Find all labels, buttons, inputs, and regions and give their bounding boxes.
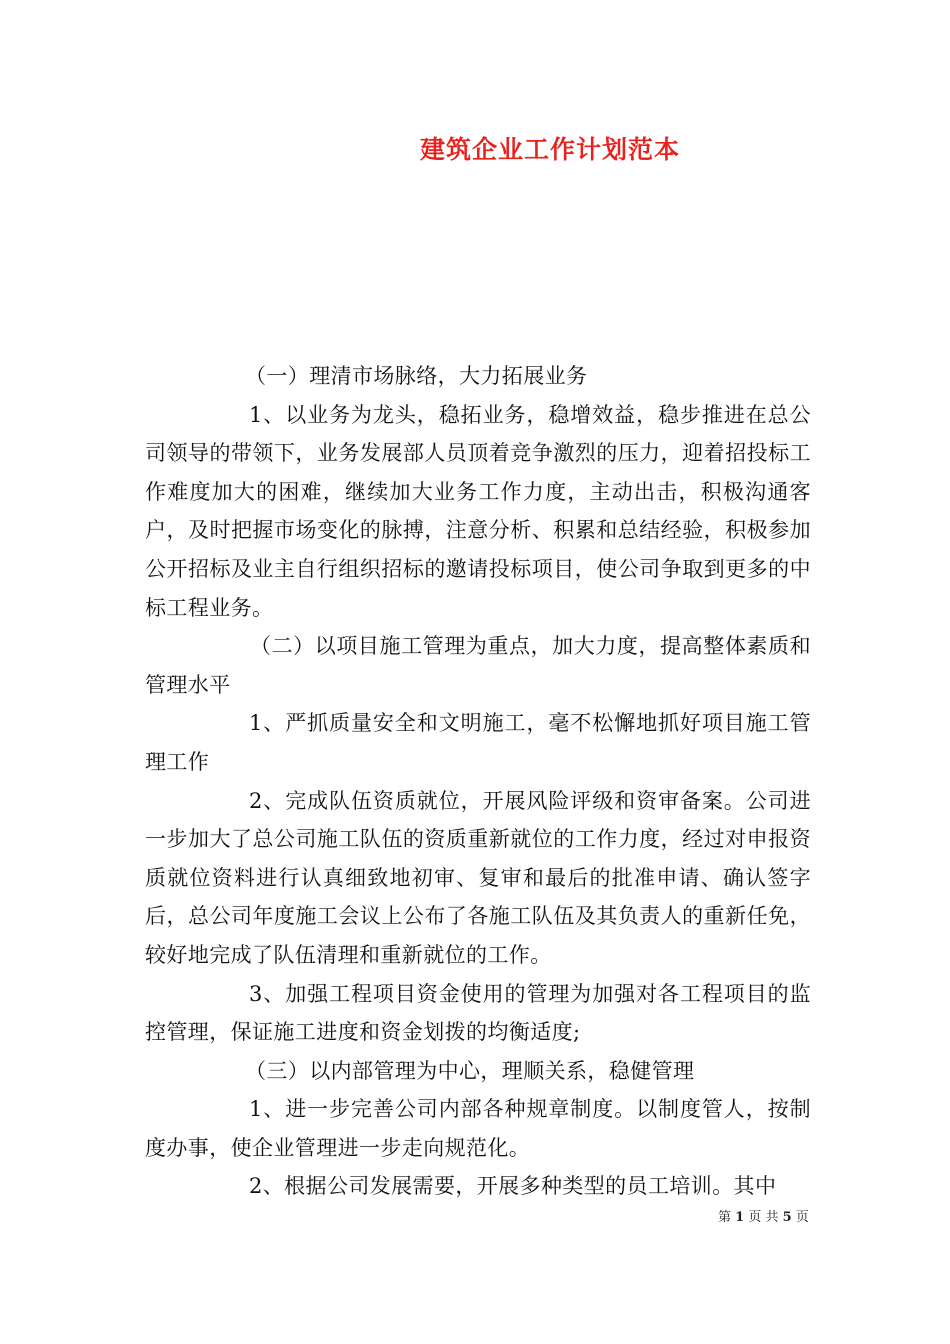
paragraph-2-3: 3、加强工程项目资金使用的管理为加强对各工程项目的监控管理，保证施工进度和资金划拨的均衡适度;	[145, 981, 811, 1045]
paragraph-3-1: 1、进一步完善公司内部各种规章制度。以制度管人，按制度办事，使企业管理进一步走向规范化。	[145, 1097, 811, 1160]
paragraph-2-2: 2、完成队伍资质就位，开展风险评级和资审备案。公司进一步加大了总公司施工队伍的资质重新就位的工作力度，经过对申报资质就位资料进行认真细致地初审、复审和最后的批准申请、确认签字后，总公司年度施工会议上公布了各施工队伍及其负责人的重新任免，较好地完成了队伍清理和重新就位的工作。	[145, 788, 811, 967]
section-heading-3: （三）以内部管理为中心，理顺关系，稳健管理	[245, 1058, 695, 1083]
document-title: 建筑企业工作计划范本	[419, 135, 680, 164]
footer-current-page: 1	[735, 1210, 745, 1225]
paragraph-2-1: 1、严抓质量安全和文明施工，毫不松懈地抓好项目施工管理工作	[145, 711, 811, 774]
paragraph-3-2: 2、根据公司发展需要，开展多种类型的员工培训。其中	[249, 1174, 777, 1199]
paragraph-1-1: 1、以业务为龙头，稳拓业务，稳增效益，稳步推进在总公司领导的带领下，业务发展部人员顶着竞争激烈的压力，迎着招投标工作难度加大的困难，继续加大业务工作力度，主动出击，积极沟通客户，及时把握市场变化的脉搏，注意分析、积累和总结经验，积极参加公开招标及业主自行组织招标的邀请投标项目，使公司争取到更多的中标工程业务。	[145, 402, 811, 620]
footer-prefix: 第	[718, 1210, 732, 1225]
footer-middle: 页 共	[748, 1210, 779, 1225]
document-body	[145, 357, 811, 1206]
section-heading-2: （二）以项目施工管理为重点，加大力度，提高整体素质和管理水平	[145, 634, 811, 697]
footer-total-pages: 5	[782, 1210, 792, 1225]
section-heading-1: （一）理清市场脉络，大力拓展业务	[245, 364, 588, 388]
page-footer	[718, 1206, 809, 1225]
footer-suffix: 页	[795, 1210, 809, 1225]
